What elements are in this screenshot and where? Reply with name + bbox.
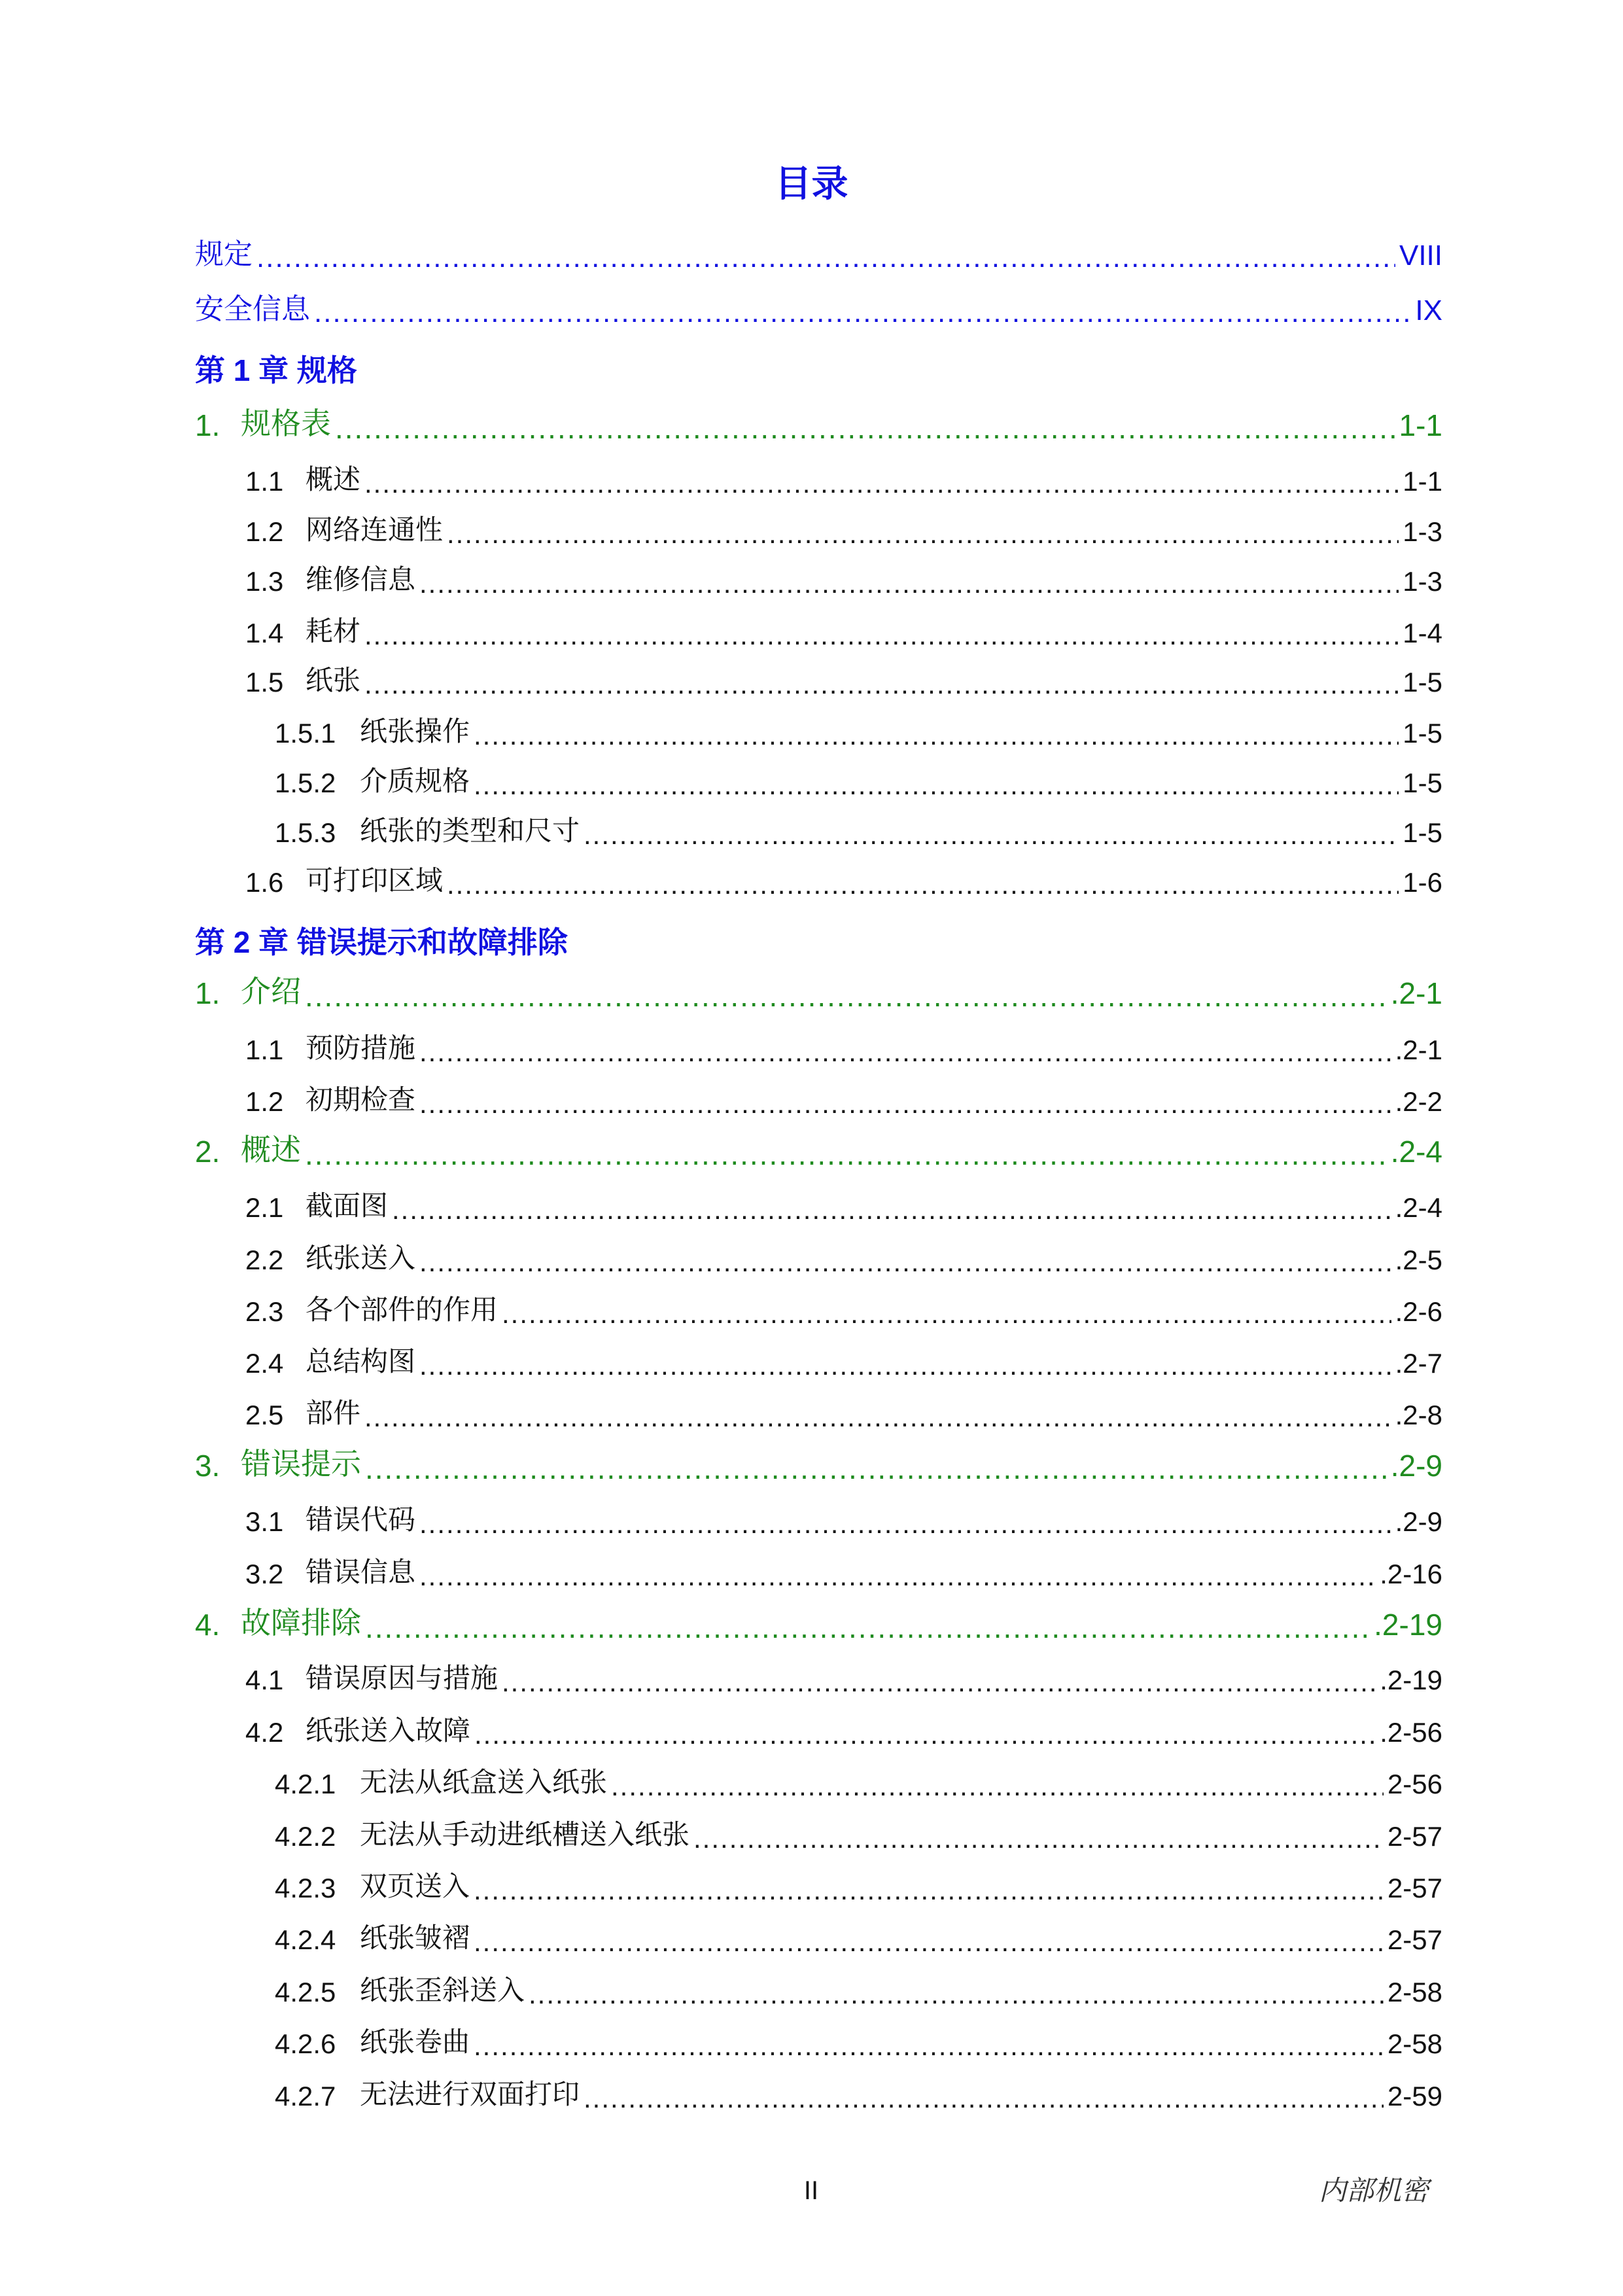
toc-entry[interactable] xyxy=(245,1027,1442,1066)
page-number: II xyxy=(803,2176,819,2205)
toc-entry-number: 4.2 xyxy=(245,1717,284,1748)
toc-entry-label: 维修信息 xyxy=(305,564,416,595)
toc-entry[interactable] xyxy=(275,1865,1442,1904)
toc-entry[interactable] xyxy=(195,351,1442,390)
toc-leader-dots xyxy=(419,1563,1376,1590)
toc-entry-number: 1.3 xyxy=(245,566,284,597)
toc-entry-number: 3.2 xyxy=(245,1559,284,1589)
toc-leader-dots xyxy=(419,1248,1391,1276)
toc-leader-dots xyxy=(474,1928,1384,1956)
toc-entry-label: 错误原因与措施 xyxy=(305,1663,498,1693)
toc-entry-label: 错误信息 xyxy=(305,1557,416,1587)
toc-entry-page: 1-5 xyxy=(1403,768,1442,798)
toc-entry[interactable] xyxy=(195,288,1442,327)
toc-entry-number: 2.4 xyxy=(245,1348,284,1379)
toc-entry-label: 纸张送入 xyxy=(305,1243,416,1273)
toc-leader-dots xyxy=(364,470,1399,497)
toc-leader-dots xyxy=(419,1038,1391,1066)
toc-entry[interactable] xyxy=(275,1916,1442,1956)
toc-leader-dots xyxy=(447,871,1399,898)
toc-entry-page: 1-1 xyxy=(1399,408,1442,442)
toc-entry-label: 截面图 xyxy=(305,1190,389,1221)
page-title: 目录 xyxy=(775,163,848,204)
toc-entry[interactable] xyxy=(245,1237,1442,1276)
toc-entry[interactable] xyxy=(245,1498,1442,1538)
toc-leader-dots xyxy=(611,1773,1384,1800)
toc-leader-dots xyxy=(584,821,1399,849)
toc-entry-number: 4.2.2 xyxy=(275,1821,336,1852)
toc-entry-page: .2-56 xyxy=(1380,1717,1442,1748)
toc-leader-dots xyxy=(419,1352,1391,1379)
toc-entry-number: 4.2.1 xyxy=(275,1769,336,1799)
toc-entry-page: .2-1 xyxy=(1390,976,1442,1010)
toc-entry-label: 介绍 xyxy=(241,974,301,1008)
toc-entry-number: 1. xyxy=(195,408,220,442)
toc-entry[interactable] xyxy=(245,1657,1442,1696)
toc-entry-label: 故障排除 xyxy=(241,1606,361,1640)
toc-entry-number: 4. xyxy=(195,1608,220,1642)
toc-leader-dots xyxy=(364,622,1399,649)
toc-entry-label: 概述 xyxy=(305,464,361,495)
toc-entry[interactable] xyxy=(245,610,1442,649)
toc-entry-label: 纸张皱褶 xyxy=(360,1922,470,1953)
toc-leader-dots xyxy=(474,2032,1384,2060)
toc-entry[interactable] xyxy=(195,1603,1442,1642)
toc-entry-page: 1-4 xyxy=(1403,618,1442,648)
toc-entry-page: 1-3 xyxy=(1403,566,1442,597)
toc-entry[interactable] xyxy=(245,1709,1442,1748)
toc-entry-label: 概述 xyxy=(241,1133,301,1167)
toc-entry-number: 4.1 xyxy=(245,1665,284,1695)
toc-entry-page: 1-5 xyxy=(1403,718,1442,749)
toc-entry[interactable] xyxy=(195,1130,1442,1169)
toc-entry-label: 可打印区域 xyxy=(305,865,444,896)
toc-entry-number: 1.5.1 xyxy=(275,718,336,749)
toc-entry-number: 2. xyxy=(195,1135,220,1169)
toc-entry[interactable] xyxy=(245,1392,1442,1431)
toc-entry-label: 介质规格 xyxy=(360,766,470,796)
toc-leader-dots xyxy=(365,1612,1370,1642)
toc-leader-dots xyxy=(305,981,1387,1011)
toc-entry-number: 1. xyxy=(195,976,220,1010)
toc-entry[interactable] xyxy=(195,923,1442,962)
toc-entry[interactable] xyxy=(195,972,1442,1011)
toc-entry[interactable] xyxy=(275,2073,1442,2112)
toc-leader-dots xyxy=(419,1090,1391,1118)
toc-leader-dots xyxy=(419,570,1399,597)
toc-leader-dots xyxy=(305,1139,1387,1169)
toc-entry-label: 纸张 xyxy=(305,665,361,696)
toc-entry[interactable] xyxy=(275,809,1442,849)
toc-entry-label: 纸张的类型和尺寸 xyxy=(360,815,580,846)
toc-entry-number: 1.2 xyxy=(245,516,284,547)
toc-entry[interactable] xyxy=(275,710,1442,749)
toc-leader-dots xyxy=(474,722,1399,749)
toc-entry-number: 3.1 xyxy=(245,1506,284,1537)
toc-entry-label: 纸张歪斜送入 xyxy=(360,1975,525,2005)
toc-entry-label: 错误代码 xyxy=(305,1504,416,1535)
toc-entry-page: 2-57 xyxy=(1387,1924,1442,1955)
toc-leader-dots xyxy=(364,671,1399,698)
toc-entry-page: .2-9 xyxy=(1390,1449,1442,1483)
toc-entry-number: 4.2.6 xyxy=(275,2028,336,2059)
toc-leader-dots xyxy=(364,1404,1391,1431)
toc-entry-page: .2-2 xyxy=(1395,1086,1442,1117)
toc-entry-page: 2-56 xyxy=(1387,1769,1442,1799)
toc-entry-number: 1.2 xyxy=(245,1086,284,1117)
toc-entry-label: 纸张操作 xyxy=(360,716,470,747)
toc-entry-number: 4.2.5 xyxy=(275,1977,336,2007)
toc-leader-dots xyxy=(419,1510,1391,1538)
toc-leader-dots xyxy=(474,1721,1376,1748)
toc-entry-label: 规格表 xyxy=(241,406,331,440)
toc-entry-label: 部件 xyxy=(305,1398,361,1428)
toc-entry-number: 2.3 xyxy=(245,1296,284,1327)
toc-entry-label: 初期检查 xyxy=(305,1084,416,1115)
toc-entry-label: 规定 xyxy=(195,238,253,270)
toc-entry-number: 2.5 xyxy=(245,1400,284,1430)
toc-leader-dots xyxy=(392,1196,1391,1224)
toc-entry-page: 1-6 xyxy=(1403,867,1442,898)
toc-entry[interactable] xyxy=(195,233,1442,272)
toc-entry[interactable] xyxy=(245,1288,1442,1328)
toc-entry[interactable] xyxy=(245,1184,1442,1224)
toc-leader-dots xyxy=(529,1981,1384,2008)
toc-entry[interactable] xyxy=(195,1444,1442,1483)
toc-entry[interactable] xyxy=(275,1761,1442,1800)
toc-entry-number: 4.2.7 xyxy=(275,2081,336,2111)
toc-entry-page: .2-19 xyxy=(1380,1665,1442,1695)
toc-entry[interactable] xyxy=(275,1813,1442,1852)
toc-entry-page: .2-5 xyxy=(1395,1245,1442,1275)
toc-leader-dots xyxy=(502,1300,1391,1328)
toc-entry-label: 无法进行双面打印 xyxy=(360,2079,580,2110)
toc-entry-page: 2-58 xyxy=(1387,1977,1442,2007)
toc-entry-page: .2-16 xyxy=(1380,1559,1442,1589)
toc-entry-number: 2.1 xyxy=(245,1192,284,1223)
toc-leader-dots xyxy=(474,1877,1384,1904)
toc-entry-page: 2-59 xyxy=(1387,2081,1442,2111)
toc-entry-page: VIII xyxy=(1399,239,1442,272)
toc-entry-page: 1-5 xyxy=(1403,667,1442,698)
toc-entry-label: 第 2 章 错误提示和故障排除 xyxy=(195,925,568,959)
toc-entry[interactable] xyxy=(245,508,1442,548)
toc-leader-dots xyxy=(584,2085,1384,2112)
toc-leader-dots xyxy=(365,1453,1387,1483)
toc-entry-label: 无法从纸盒送入纸张 xyxy=(360,1767,608,1797)
toc-entry-label: 预防措施 xyxy=(305,1033,416,1063)
toc-entry-page: 2-58 xyxy=(1387,2028,1442,2059)
toc-entry-number: 4.2.4 xyxy=(275,1924,336,1955)
toc-entry-page: 1-5 xyxy=(1403,817,1442,848)
toc-entry-page: 1-1 xyxy=(1403,466,1442,497)
toc-entry[interactable] xyxy=(275,1969,1442,2008)
toc-entry-page: .2-4 xyxy=(1395,1192,1442,1223)
toc-entry-label: 网络连通性 xyxy=(305,514,444,545)
toc-entry-page: .2-9 xyxy=(1395,1506,1442,1537)
toc-entry-label: 耗材 xyxy=(305,616,361,646)
toc-entry-page: IX xyxy=(1415,294,1442,327)
toc-entry[interactable] xyxy=(275,760,1442,799)
toc-entry-page: .2-4 xyxy=(1390,1135,1442,1169)
toc-entry-page: .2-1 xyxy=(1395,1034,1442,1065)
toc-entry-page: 2-57 xyxy=(1387,1873,1442,1903)
toc-entry-label: 无法从手动进纸槽送入纸张 xyxy=(360,1819,690,1850)
toc-leader-dots xyxy=(314,298,1411,327)
toc-entry-number: 1.5 xyxy=(245,667,284,698)
toc-entry[interactable] xyxy=(275,2021,1442,2060)
toc-entry-number: 1.4 xyxy=(245,618,284,648)
toc-entry-page: .2-8 xyxy=(1395,1400,1442,1430)
toc-entry-label: 安全信息 xyxy=(195,293,310,325)
toc-leader-dots xyxy=(502,1669,1376,1696)
toc-entry[interactable] xyxy=(195,404,1442,443)
toc-entry-label: 纸张送入故障 xyxy=(305,1715,471,1746)
toc-entry-page: .2-7 xyxy=(1395,1348,1442,1379)
toc-entry-label: 双页送入 xyxy=(360,1871,470,1901)
toc-entry-number: 1.5.2 xyxy=(275,768,336,798)
toc-entry-number: 1.1 xyxy=(245,1034,284,1065)
toc-entry[interactable] xyxy=(245,1078,1442,1118)
toc-leader-dots xyxy=(474,771,1399,799)
toc-entry-number: 1.6 xyxy=(245,867,284,898)
toc-entry[interactable] xyxy=(245,659,1442,698)
toc-entry-page: 2-57 xyxy=(1387,1821,1442,1852)
toc-entry[interactable] xyxy=(245,859,1442,898)
toc-entry-number: 2.2 xyxy=(245,1245,284,1275)
toc-entry-number: 1.5.3 xyxy=(275,817,336,848)
toc-entry[interactable] xyxy=(245,1340,1442,1379)
toc-entry[interactable] xyxy=(245,1551,1442,1590)
toc-leader-dots xyxy=(693,1825,1384,1852)
toc-leader-dots xyxy=(335,413,1395,443)
toc-entry-number: 3. xyxy=(195,1449,220,1483)
toc-entry-number: 4.2.3 xyxy=(275,1873,336,1903)
toc-entry-label: 第 1 章 规格 xyxy=(195,353,357,387)
toc-entry-number: 1.1 xyxy=(245,466,284,497)
toc-entry-page: .2-6 xyxy=(1395,1296,1442,1327)
toc-leader-dots xyxy=(447,520,1399,548)
confidential-mark: 内部机密 xyxy=(1318,2176,1429,2206)
toc-entry[interactable] xyxy=(245,558,1442,597)
toc-entry-page: 1-3 xyxy=(1403,516,1442,547)
toc-entry[interactable] xyxy=(245,458,1442,497)
toc-entry-label: 纸张卷曲 xyxy=(360,2026,470,2057)
toc-entry-page: .2-19 xyxy=(1374,1608,1442,1642)
toc-entry-label: 错误提示 xyxy=(241,1447,361,1481)
toc-entry-label: 总结构图 xyxy=(305,1346,416,1377)
toc-leader-dots xyxy=(256,243,1395,272)
toc-entry-label: 各个部件的作用 xyxy=(305,1294,498,1325)
